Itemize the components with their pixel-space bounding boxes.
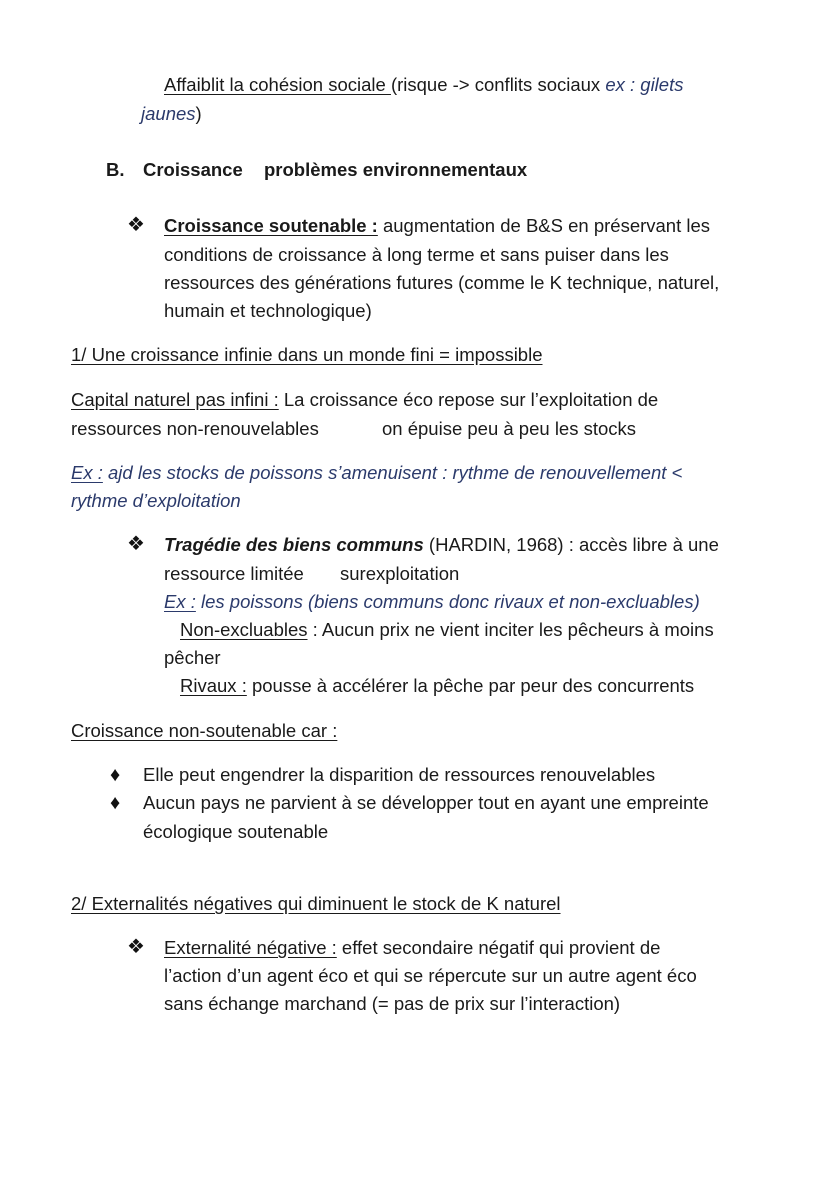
section-b-heading	[106, 158, 528, 182]
capital-line-2	[71, 417, 637, 441]
tragedie-line-2	[164, 562, 460, 586]
example2-label: Ex :	[164, 591, 196, 612]
capital-def: La croissance éco repose sur l’exploitation de	[278, 389, 659, 410]
example-line-1	[71, 461, 682, 485]
list-item-2-line-2: écologique soutenable	[143, 821, 329, 842]
externalite-term: Externalité négative :	[164, 937, 337, 958]
diamond-star-bullet-icon: ❖	[127, 214, 145, 236]
example-text: ajd les stocks de poissons s’amenuisent : rythme de renouvellement <	[102, 462, 683, 483]
list-item-2-line-1: Aucun pays ne parvient à se développer tout en ayant une empreinte	[143, 792, 709, 813]
section-word-2: problèmes environnementaux	[264, 159, 528, 180]
capital-text-a: ressources non-renouvelables	[71, 418, 319, 439]
intro-close: )	[195, 103, 202, 124]
diamond-bullet-icon: ♦	[110, 764, 121, 786]
externalite-line-2: l’action d’un agent éco et qui se répercute sur un autre agent éco	[164, 965, 697, 986]
intro-line-2	[141, 102, 202, 126]
nonexcluables-line-1	[180, 618, 714, 642]
section-word-1: Croissance	[143, 159, 243, 180]
part1-heading: 1/ Une croissance infinie dans un monde fini = impossible	[71, 344, 543, 365]
capital-text-b: on épuise peu à peu les stocks	[382, 418, 637, 439]
nonexcluables-def: : Aucun prix ne vient inciter les pêcheurs à moins	[307, 619, 714, 640]
capital-term: Capital naturel pas infini :	[71, 389, 279, 410]
rivaux-def: pousse à accélérer la pêche par peur des concurrents	[246, 675, 695, 696]
soutenable-line-2: conditions de croissance à long terme et sans puiser dans les	[164, 244, 669, 265]
capital-line-1	[71, 388, 658, 412]
list-item-1: Elle peut engendrer la disparition de ressources renouvelables	[143, 764, 656, 785]
part2-heading: 2/ Externalités négatives qui diminuent le stock de K naturel	[71, 893, 561, 914]
tragedie-text-b: surexploitation	[340, 563, 460, 584]
example2-text: les poissons (biens communs donc rivaux et non-excluables)	[195, 591, 700, 612]
intro-underlined-text: Affaiblit la cohésion sociale	[164, 74, 391, 95]
non-soutenable-heading: Croissance non-soutenable car :	[71, 720, 338, 741]
intro-example-cont: jaunes	[141, 103, 196, 124]
tragedie-def: (HARDIN, 1968) : accès libre à une	[423, 534, 719, 555]
externalite-line-3: sans échange marchand (= pas de prix sur l’interaction)	[164, 993, 621, 1014]
rivaux-term: Rivaux :	[180, 675, 247, 696]
example2-line	[164, 590, 700, 614]
tragedie-line-1	[164, 533, 719, 557]
intro-line-1	[164, 73, 683, 97]
soutenable-line-4: humain et technologique)	[164, 300, 372, 321]
section-letter: B.	[106, 159, 125, 180]
intro-text: (risque -> conflits sociaux	[390, 74, 606, 95]
rivaux-line	[180, 674, 694, 698]
soutenable-line-1	[164, 214, 710, 238]
soutenable-term: Croissance soutenable :	[164, 215, 378, 236]
intro-example: ex : gilets	[605, 74, 684, 95]
nonexcluables-term: Non-excluables	[180, 619, 308, 640]
diamond-star-bullet-icon: ❖	[127, 533, 145, 555]
example-line-2: rythme d’exploitation	[71, 490, 241, 511]
diamond-bullet-icon: ♦	[110, 792, 121, 814]
nonexcluables-line-2: pêcher	[164, 647, 221, 668]
diamond-star-bullet-icon: ❖	[127, 936, 145, 958]
soutenable-line-3: ressources des générations futures (comme le K technique, naturel,	[164, 272, 720, 293]
example-label: Ex :	[71, 462, 103, 483]
tragedie-term: Tragédie des biens communs	[164, 534, 424, 555]
externalite-line-1	[164, 936, 660, 960]
tragedie-text-a: ressource limitée	[164, 563, 304, 584]
externalite-def: effet secondaire négatif qui provient de	[336, 937, 661, 958]
soutenable-def: augmentation de B&S en préservant les	[377, 215, 711, 236]
